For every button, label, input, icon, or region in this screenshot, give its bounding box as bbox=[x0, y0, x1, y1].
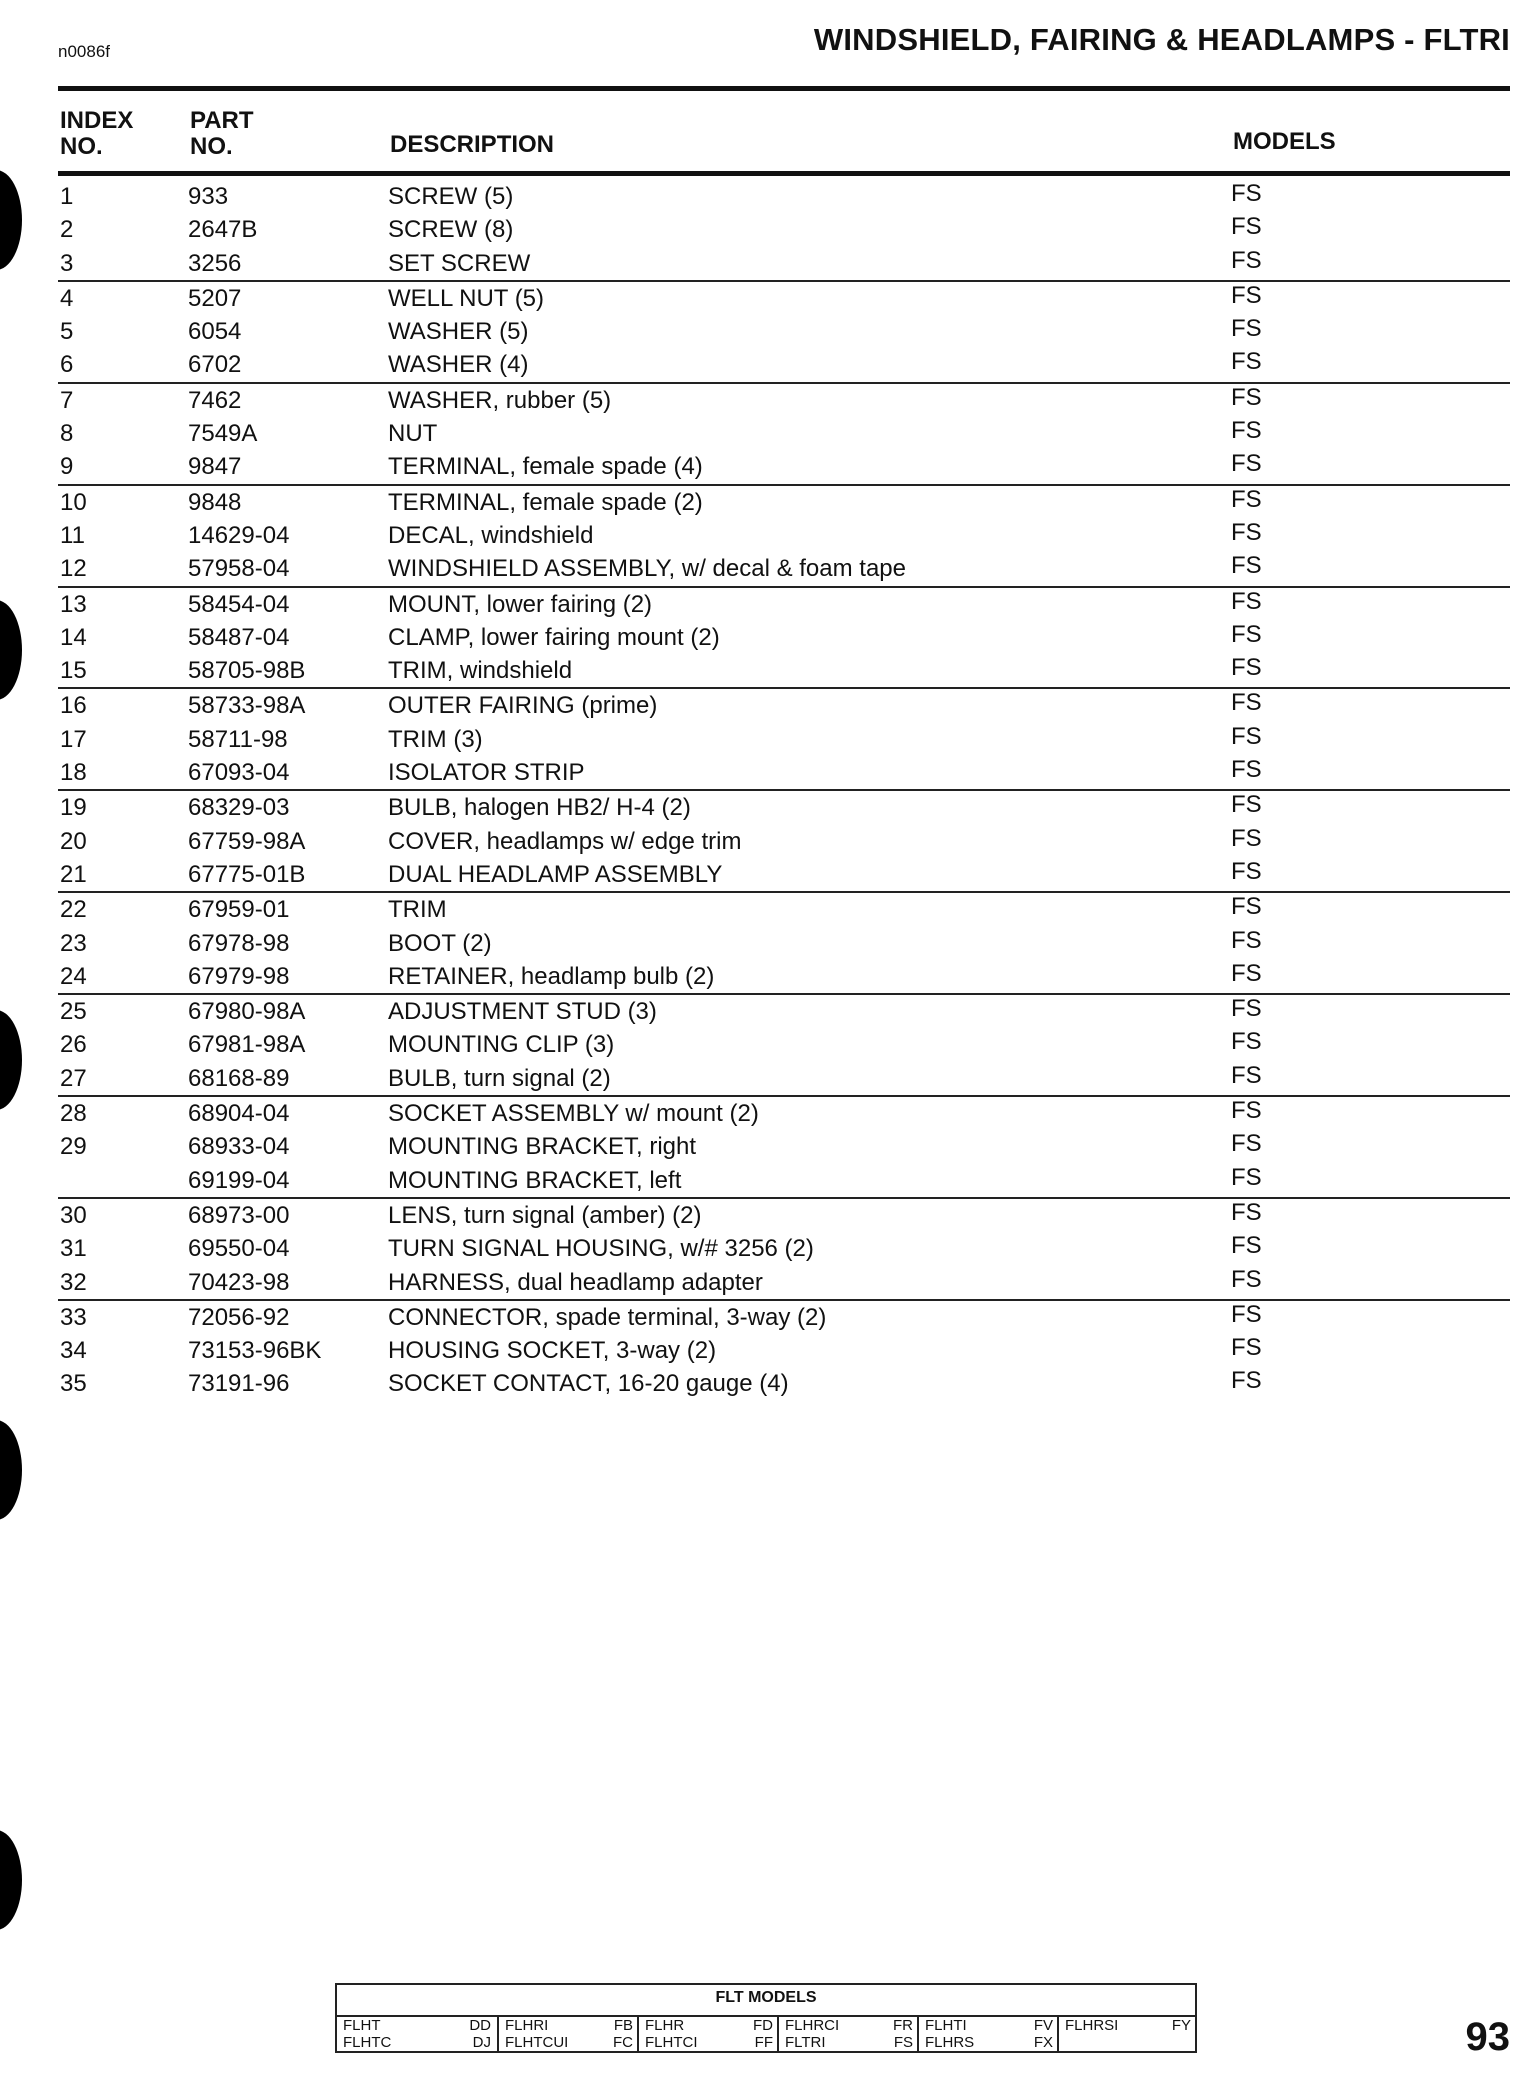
index-cell: 16 bbox=[60, 692, 87, 720]
table-row bbox=[58, 789, 1510, 824]
legend-cell bbox=[917, 2017, 1059, 2053]
model-cell: FS bbox=[1231, 722, 1262, 750]
description-cell: OUTER FAIRING (prime) bbox=[388, 692, 658, 720]
index-cell: 23 bbox=[60, 929, 87, 957]
part-number-cell: 5207 bbox=[188, 284, 242, 312]
legend-model-name: FLHRI bbox=[505, 2017, 549, 2034]
description-cell: SOCKET ASSEMBLY w/ mount (2) bbox=[388, 1100, 759, 1128]
model-cell: FS bbox=[1231, 246, 1262, 274]
part-number-cell: 57958-04 bbox=[188, 555, 290, 583]
table-row bbox=[58, 484, 1510, 519]
part-number-cell: 58733-98A bbox=[188, 692, 306, 720]
part-number-cell: 9847 bbox=[188, 453, 242, 481]
model-cell: FS bbox=[1231, 1367, 1262, 1395]
legend-cell bbox=[1057, 2017, 1197, 2053]
table-row bbox=[58, 1095, 1510, 1130]
description-cell: MOUNTING CLIP (3) bbox=[388, 1031, 615, 1059]
description-cell: ADJUSTMENT STUD (3) bbox=[388, 998, 657, 1026]
model-cell: FS bbox=[1231, 824, 1262, 852]
model-cell: FS bbox=[1231, 518, 1262, 546]
model-cell: FS bbox=[1231, 383, 1262, 411]
description-cell: BOOT (2) bbox=[388, 929, 492, 957]
index-cell: 29 bbox=[60, 1133, 87, 1161]
table-row bbox=[58, 1232, 1510, 1265]
model-cell: FS bbox=[1231, 1265, 1262, 1293]
model-cell: FS bbox=[1231, 1097, 1262, 1125]
part-number-cell: 67959-01 bbox=[188, 896, 290, 924]
description-cell: RETAINER, headlamp bulb (2) bbox=[388, 962, 715, 990]
part-number-cell: 68973-00 bbox=[188, 1201, 290, 1229]
model-cell: FS bbox=[1231, 348, 1262, 376]
legend-title: FLT MODELS bbox=[715, 1989, 817, 2006]
description-cell: HARNESS, dual headlamp adapter bbox=[388, 1268, 763, 1296]
description-cell: SCREW (8) bbox=[388, 216, 514, 244]
table-row bbox=[58, 1062, 1510, 1095]
model-cell: FS bbox=[1231, 552, 1262, 580]
legend-model-code: DD bbox=[469, 2017, 491, 2034]
table-row bbox=[58, 1367, 1510, 1400]
table-row bbox=[58, 1028, 1510, 1061]
description-cell: COVER, headlamps w/ edge trim bbox=[388, 827, 742, 855]
description-cell: TRIM bbox=[388, 896, 447, 924]
description-cell: BULB, halogen HB2/ H-4 (2) bbox=[388, 794, 691, 822]
table-row bbox=[58, 654, 1510, 687]
part-number-cell: 67981-98A bbox=[188, 1031, 306, 1059]
header-models: MODELS bbox=[1233, 128, 1336, 155]
index-cell: 30 bbox=[60, 1201, 87, 1229]
table-row bbox=[58, 1299, 1510, 1334]
description-cell: SOCKET CONTACT, 16-20 gauge (4) bbox=[388, 1370, 789, 1398]
part-number-cell: 6702 bbox=[188, 351, 242, 379]
index-cell: 20 bbox=[60, 827, 87, 855]
part-number-cell: 67978-98 bbox=[188, 929, 290, 957]
description-cell: TURN SIGNAL HOUSING, w/# 3256 (2) bbox=[388, 1235, 814, 1263]
index-cell: 25 bbox=[60, 998, 87, 1026]
description-cell: SET SCREW bbox=[388, 249, 531, 277]
description-cell: WELL NUT (5) bbox=[388, 284, 545, 312]
part-number-cell: 68904-04 bbox=[188, 1100, 290, 1128]
binder-hole bbox=[0, 170, 22, 270]
model-cell: FS bbox=[1231, 893, 1262, 921]
description-cell: DUAL HEADLAMP ASSEMBLY bbox=[388, 860, 723, 888]
table-row bbox=[58, 621, 1510, 654]
part-number-cell: 58705-98B bbox=[188, 657, 306, 685]
page-title: WINDSHIELD, FAIRING & HEADLAMPS - FLTRI bbox=[813, 22, 1510, 57]
table-row bbox=[58, 1334, 1510, 1367]
model-cell: FS bbox=[1231, 587, 1262, 615]
part-number-cell: 67093-04 bbox=[188, 759, 290, 787]
legend-cell bbox=[777, 2017, 919, 2053]
description-cell: CONNECTOR, spade terminal, 3-way (2) bbox=[388, 1303, 827, 1331]
part-number-cell: 67979-98 bbox=[188, 962, 290, 990]
model-cell: FS bbox=[1231, 1130, 1262, 1158]
index-cell: 21 bbox=[60, 860, 87, 888]
description-cell: WASHER (5) bbox=[388, 318, 529, 346]
legend-model-code: FX bbox=[1033, 2034, 1053, 2051]
part-number-cell: 67980-98A bbox=[188, 998, 306, 1026]
index-cell: 12 bbox=[60, 555, 87, 583]
table-row bbox=[58, 891, 1510, 926]
legend-model-name: FLHRSI bbox=[1065, 2017, 1119, 2034]
table-row bbox=[58, 280, 1510, 315]
legend-model-name: FLHTI bbox=[925, 2017, 967, 2034]
legend-model-code: FF bbox=[754, 2034, 773, 2051]
description-cell: TRIM (3) bbox=[388, 725, 483, 753]
index-cell: 27 bbox=[60, 1064, 87, 1092]
description-cell: WASHER, rubber (5) bbox=[388, 386, 612, 414]
model-cell: FS bbox=[1231, 620, 1262, 648]
model-cell: FS bbox=[1231, 791, 1262, 819]
description-cell: TERMINAL, female spade (4) bbox=[388, 453, 703, 481]
description-cell: MOUNTING BRACKET, right bbox=[388, 1133, 697, 1161]
part-number-cell: 68168-89 bbox=[188, 1064, 290, 1092]
table-row bbox=[58, 1197, 1510, 1232]
model-cell: FS bbox=[1231, 1198, 1262, 1226]
part-number-cell: 69199-04 bbox=[188, 1166, 290, 1194]
part-number-cell: 9848 bbox=[188, 488, 242, 516]
description-cell: LENS, turn signal (amber) (2) bbox=[388, 1201, 702, 1229]
model-cell: FS bbox=[1231, 417, 1262, 445]
description-cell: TRIM, windshield bbox=[388, 657, 573, 685]
table-row bbox=[58, 247, 1510, 280]
part-number-cell: 68933-04 bbox=[188, 1133, 290, 1161]
model-cell: FS bbox=[1231, 926, 1262, 954]
table-row bbox=[58, 858, 1510, 891]
header-rule bbox=[58, 171, 1510, 176]
model-cell: FS bbox=[1231, 1028, 1262, 1056]
index-cell: 18 bbox=[60, 759, 87, 787]
index-cell: 31 bbox=[60, 1235, 87, 1263]
part-number-cell: 58487-04 bbox=[188, 623, 290, 651]
part-number-cell: 3256 bbox=[188, 249, 242, 277]
description-cell: NUT bbox=[388, 420, 438, 448]
index-cell: 24 bbox=[60, 962, 87, 990]
part-number-cell: 70423-98 bbox=[188, 1268, 290, 1296]
legend-model-name: FLHTCI bbox=[645, 2034, 698, 2051]
table-row bbox=[58, 1266, 1510, 1299]
description-cell: CLAMP, lower fairing mount (2) bbox=[388, 623, 720, 651]
legend-model-code: FR bbox=[893, 2017, 913, 2034]
legend-cell bbox=[337, 2017, 497, 2053]
model-cell: FS bbox=[1231, 485, 1262, 513]
index-cell: 34 bbox=[60, 1337, 87, 1365]
part-number-cell: 67759-98A bbox=[188, 827, 306, 855]
model-cell: FS bbox=[1231, 857, 1262, 885]
model-cell: FS bbox=[1231, 756, 1262, 784]
part-number-cell: 7549A bbox=[188, 420, 258, 448]
table-row bbox=[58, 1130, 1510, 1163]
index-cell: 15 bbox=[60, 657, 87, 685]
description-cell: DECAL, windshield bbox=[388, 521, 594, 549]
part-number-cell: 67775-01B bbox=[188, 860, 306, 888]
part-number-cell: 14629-04 bbox=[188, 521, 290, 549]
table-row bbox=[58, 960, 1510, 993]
part-number-cell: 72056-92 bbox=[188, 1303, 290, 1331]
table-row bbox=[58, 687, 1510, 722]
parts-table bbox=[58, 180, 1510, 1401]
part-number-cell: 2647B bbox=[188, 216, 258, 244]
index-cell: 6 bbox=[60, 351, 74, 379]
model-cell: FS bbox=[1231, 1061, 1262, 1089]
legend-model-code: FD bbox=[753, 2017, 773, 2034]
table-row bbox=[58, 1164, 1510, 1197]
part-number-cell: 7462 bbox=[188, 386, 242, 414]
table-row bbox=[58, 993, 1510, 1028]
index-cell: 33 bbox=[60, 1303, 87, 1331]
table-row bbox=[58, 927, 1510, 960]
legend-cell bbox=[497, 2017, 639, 2053]
binder-hole bbox=[0, 1830, 22, 1930]
table-row bbox=[58, 315, 1510, 348]
models-legend bbox=[335, 1983, 1197, 2053]
model-cell: FS bbox=[1231, 1300, 1262, 1328]
part-number-cell: 58454-04 bbox=[188, 590, 290, 618]
legend-model-code: FB bbox=[613, 2017, 633, 2034]
part-number-cell: 58711-98 bbox=[188, 725, 288, 753]
legend-model-code: DJ bbox=[472, 2034, 491, 2051]
table-row bbox=[58, 348, 1510, 381]
description-cell: SCREW (5) bbox=[388, 183, 514, 210]
legend-model-name: FLHTC bbox=[343, 2034, 392, 2051]
legend-model-name: FLTRI bbox=[785, 2034, 826, 2051]
index-cell: 10 bbox=[60, 488, 87, 516]
description-cell: HOUSING SOCKET, 3-way (2) bbox=[388, 1337, 717, 1365]
description-cell: MOUNT, lower fairing (2) bbox=[388, 590, 653, 618]
binder-hole bbox=[0, 600, 22, 700]
legend-model-code: FY bbox=[1171, 2017, 1191, 2034]
model-cell: FS bbox=[1231, 315, 1262, 343]
description-cell: BULB, turn signal (2) bbox=[388, 1064, 611, 1092]
index-cell: 19 bbox=[60, 794, 87, 822]
index-cell: 13 bbox=[60, 590, 87, 618]
binder-hole bbox=[0, 1420, 22, 1520]
legend-model-code: FC bbox=[613, 2034, 633, 2051]
index-cell: 7 bbox=[60, 386, 74, 414]
index-cell: 28 bbox=[60, 1100, 87, 1128]
table-row bbox=[58, 825, 1510, 858]
model-cell: FS bbox=[1231, 450, 1262, 478]
table-row bbox=[58, 756, 1510, 789]
part-number-cell: 69550-04 bbox=[188, 1235, 290, 1263]
header-part: PART NO. bbox=[190, 107, 254, 160]
table-row bbox=[58, 552, 1510, 585]
index-cell: 32 bbox=[60, 1268, 87, 1296]
table-row bbox=[58, 213, 1510, 246]
model-cell: FS bbox=[1231, 995, 1262, 1023]
model-cell: FS bbox=[1231, 213, 1262, 241]
index-cell: 11 bbox=[60, 521, 85, 549]
legend-model-name: FLHR bbox=[645, 2017, 685, 2034]
table-row bbox=[58, 586, 1510, 621]
model-cell: FS bbox=[1231, 180, 1262, 207]
index-cell: 22 bbox=[60, 896, 87, 924]
model-cell: FS bbox=[1231, 281, 1262, 309]
legend-model-name: FLHRS bbox=[925, 2034, 975, 2051]
model-cell: FS bbox=[1231, 1334, 1262, 1362]
table-row bbox=[58, 450, 1510, 483]
part-number-cell: 68329-03 bbox=[188, 794, 290, 822]
index-cell: 26 bbox=[60, 1031, 87, 1059]
header-description: DESCRIPTION bbox=[390, 131, 555, 158]
legend-model-code: FV bbox=[1033, 2017, 1053, 2034]
table-row bbox=[58, 723, 1510, 756]
index-cell: 35 bbox=[60, 1370, 87, 1398]
index-cell: 1 bbox=[60, 183, 74, 210]
part-number-cell: 73191-96 bbox=[188, 1370, 290, 1398]
description-cell: WASHER (4) bbox=[388, 351, 529, 379]
description-cell: ISOLATOR STRIP bbox=[388, 759, 585, 787]
index-cell: 8 bbox=[60, 420, 74, 448]
table-row bbox=[58, 180, 1510, 213]
index-cell: 2 bbox=[60, 216, 74, 244]
index-cell: 9 bbox=[60, 453, 74, 481]
part-number-cell: 933 bbox=[188, 183, 229, 210]
page-number: 93 bbox=[1465, 2015, 1510, 2059]
legend-model-name: FLHTCUI bbox=[505, 2034, 569, 2051]
model-cell: FS bbox=[1231, 1232, 1262, 1260]
top-rule bbox=[58, 86, 1510, 91]
index-cell: 14 bbox=[60, 623, 87, 651]
model-cell: FS bbox=[1231, 1163, 1262, 1191]
legend-cell bbox=[637, 2017, 779, 2053]
page-code: n0086f bbox=[58, 42, 110, 61]
description-cell: MOUNTING BRACKET, left bbox=[388, 1166, 682, 1194]
model-cell: FS bbox=[1231, 689, 1262, 717]
model-cell: FS bbox=[1231, 959, 1262, 987]
index-cell: 4 bbox=[60, 284, 74, 312]
legend-model-name: FLHRCI bbox=[785, 2017, 840, 2034]
table-row bbox=[58, 382, 1510, 417]
table-row bbox=[58, 417, 1510, 450]
description-cell: TERMINAL, female spade (2) bbox=[388, 488, 703, 516]
legend-model-code: FS bbox=[893, 2034, 913, 2051]
header-index: INDEX NO. bbox=[60, 107, 134, 160]
table-row bbox=[58, 519, 1510, 552]
index-cell: 5 bbox=[60, 318, 74, 346]
legend-model-name: FLHT bbox=[343, 2017, 381, 2034]
binder-hole bbox=[0, 1010, 22, 1110]
part-number-cell: 73153-96BK bbox=[188, 1337, 322, 1365]
model-cell: FS bbox=[1231, 654, 1262, 682]
part-number-cell: 6054 bbox=[188, 318, 242, 346]
index-cell: 17 bbox=[60, 725, 87, 753]
description-cell: WINDSHIELD ASSEMBLY, w/ decal & foam tape bbox=[388, 555, 906, 583]
index-cell: 3 bbox=[60, 249, 74, 277]
